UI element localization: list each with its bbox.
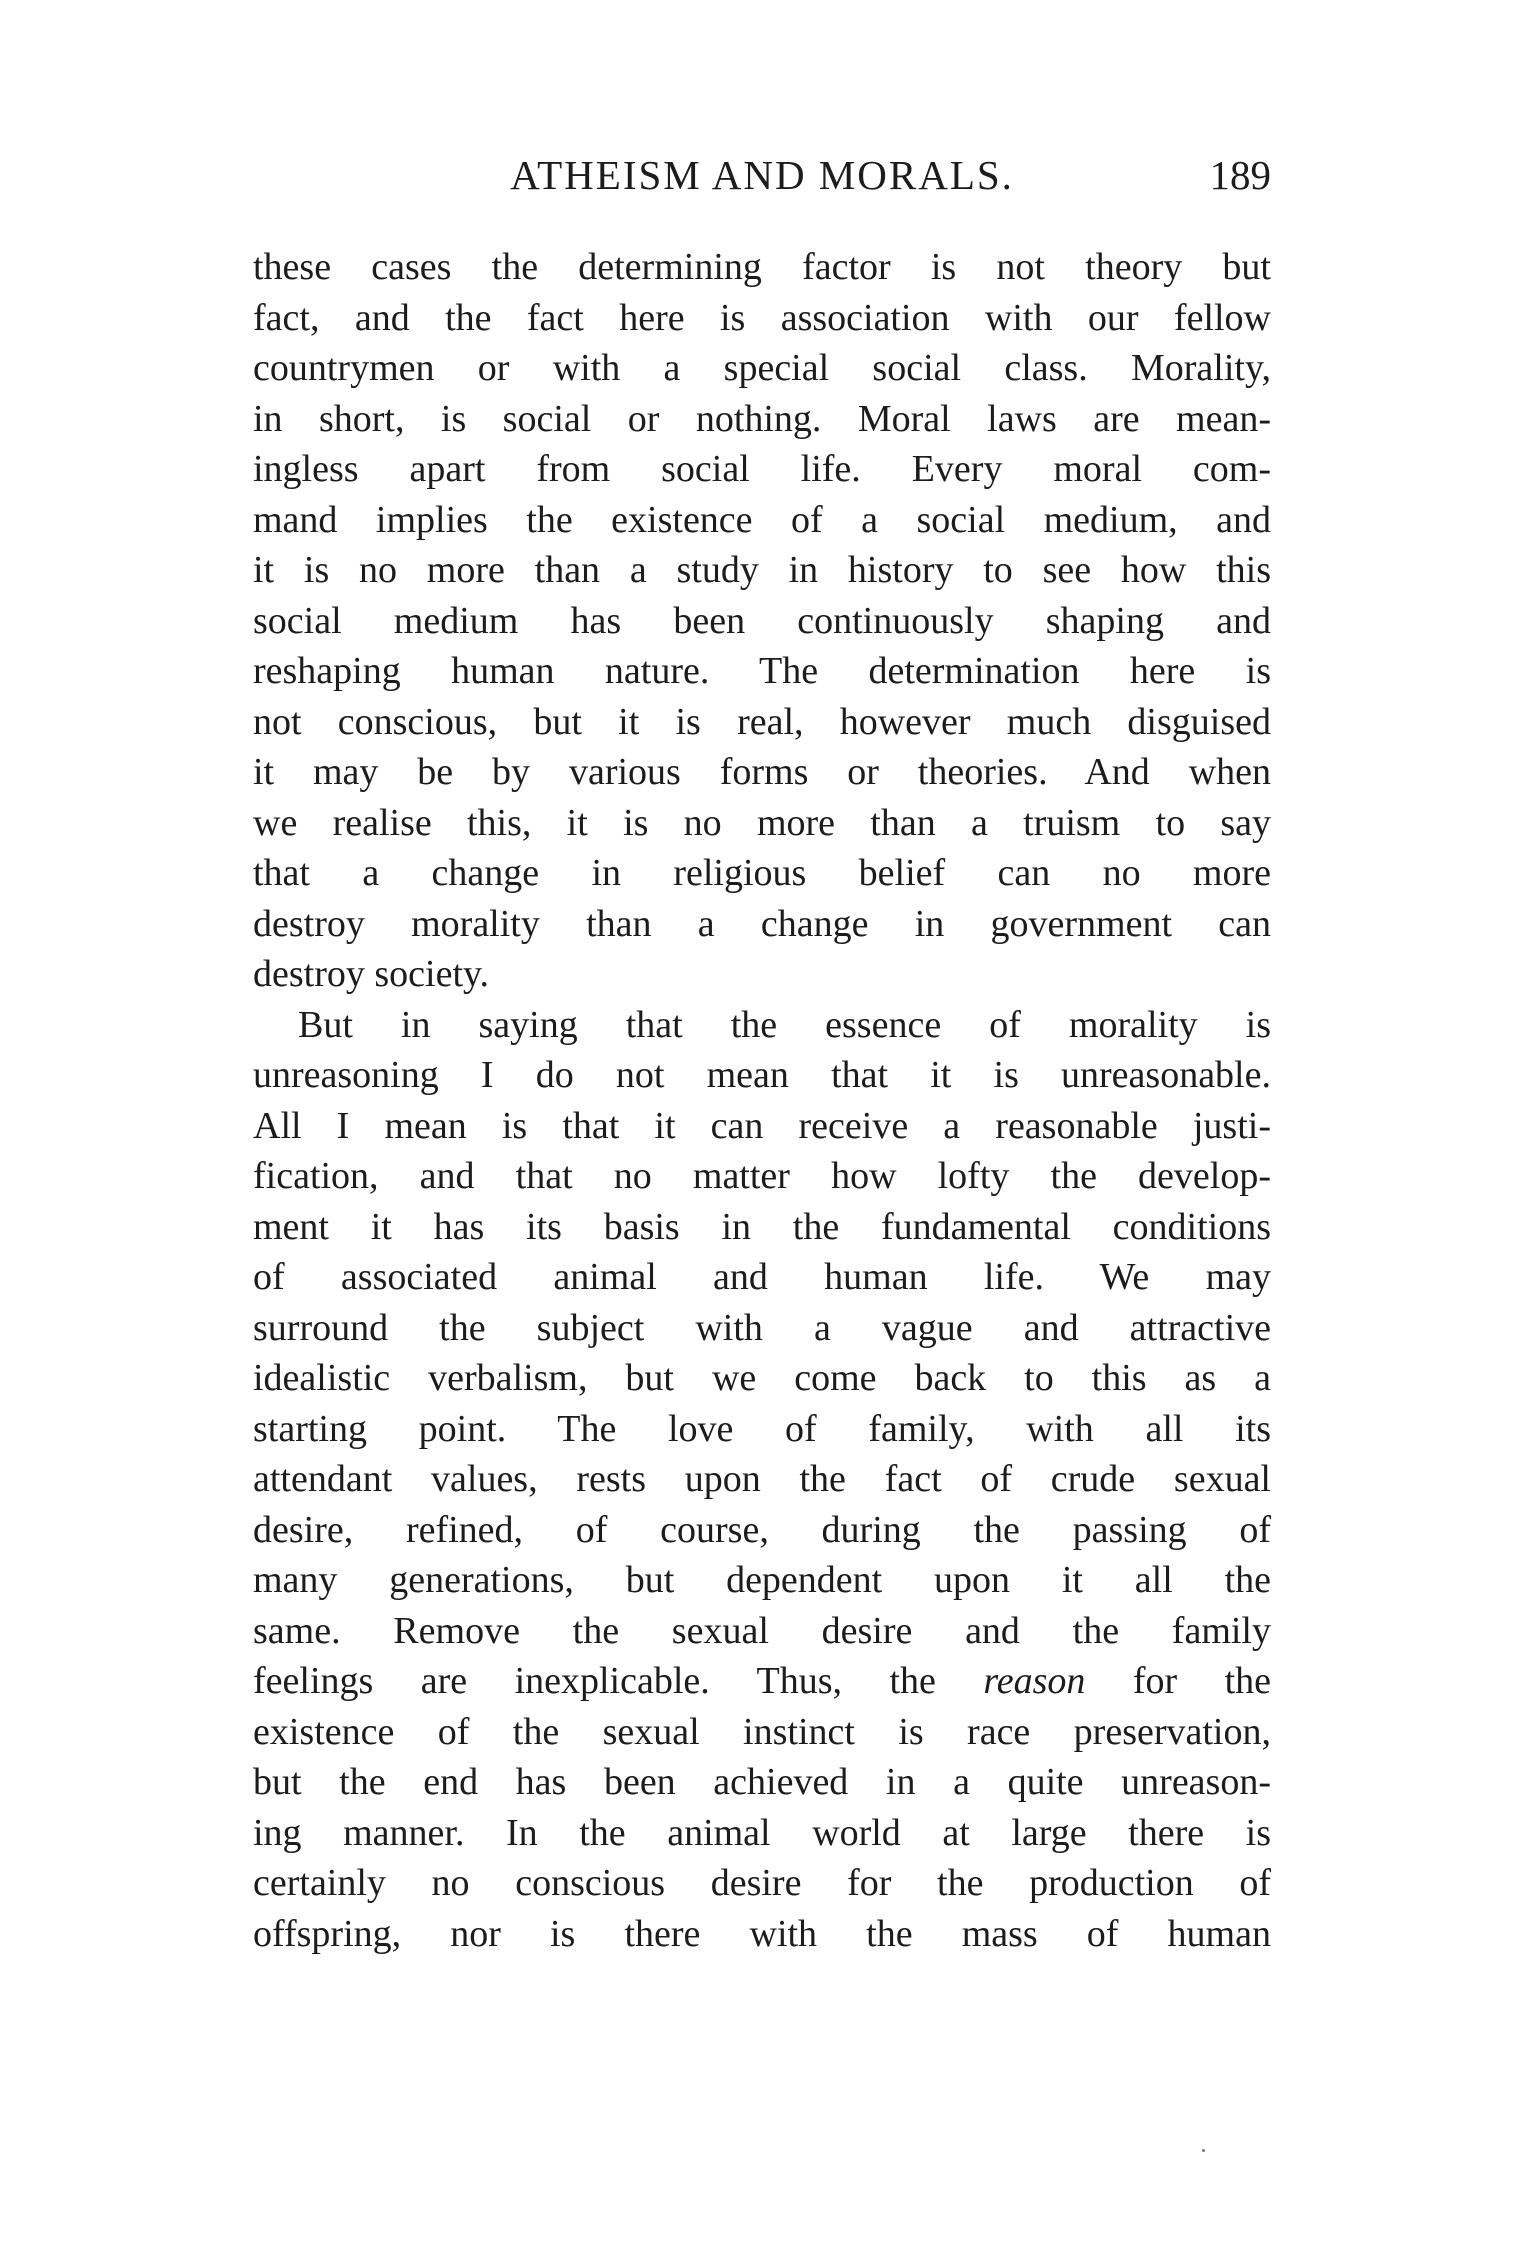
text-line: ing manner. In the animal world at large there is [253, 1811, 1271, 1854]
text-line: same. Remove the sexual desire and the family [253, 1609, 1271, 1652]
text-line: of associated animal and human life. We may [253, 1256, 1271, 1298]
text-line: starting point. The love of family, with all its [253, 1407, 1271, 1450]
text-line: mand implies the existence of a social medium, and [253, 498, 1271, 541]
text-segment: feelings are inexplicable. Thus, the [253, 1660, 936, 1702]
text-line: we realise this, it is no more than a truism to say [253, 801, 1271, 844]
running-head [253, 145, 1271, 205]
text-line: unreasoning I do not mean that it is unreasonable. [253, 1054, 1271, 1096]
text-line: countrymen or with a special social class. Morality, [253, 347, 1271, 389]
running-title: ATHEISM AND MORALS. [510, 152, 1014, 198]
text-line: these cases the determining factor is not theory but [253, 246, 1271, 288]
text-line: not conscious, but it is real, however much disguised [253, 700, 1271, 743]
text-segment: for the [1132, 1660, 1272, 1702]
text-line: All I mean is that it can receive a reasonable justi- [253, 1104, 1271, 1147]
text-line: existence of the sexual instinct is race preservation, [253, 1710, 1271, 1753]
text-line: fact, and the fact here is association with our fellow [253, 296, 1271, 339]
text-line: desire, refined, of course, during the passing of [253, 1508, 1271, 1551]
body-text [253, 242, 1271, 1959]
scan-speck [1202, 2149, 1205, 2152]
text-line: destroy society. [253, 953, 490, 995]
text-line: ingless apart from social life. Every moral com- [253, 448, 1271, 490]
text-line: in short, is social or nothing. Moral laws are mean- [253, 397, 1271, 440]
text-line: it may be by various forms or theories. And when [253, 751, 1271, 793]
text-line: fication, and that no matter how lofty the develop- [253, 1155, 1271, 1197]
text-line-with-italic [253, 1656, 1271, 1707]
text-line: certainly no conscious desire for the production of [253, 1862, 1271, 1904]
paragraph-start-line: But in saying that the essence of morality is [298, 1003, 1271, 1046]
text-line: social medium has been continuously shaping and [253, 599, 1271, 642]
text-line: idealistic verbalism, but we come back to this as a [253, 1357, 1271, 1399]
text-line: attendant values, rests upon the fact of crude sexual [253, 1458, 1271, 1500]
text-line: reshaping human nature. The determination here is [253, 650, 1271, 692]
text-line: offspring, nor is there with the mass of human [253, 1912, 1271, 1955]
text-line: that a change in religious belief can no more [253, 852, 1271, 894]
text-line: ment it has its basis in the fundamental conditions [253, 1205, 1271, 1248]
italic-word: reason [983, 1660, 1086, 1702]
text-line: it is no more than a study in history to see how this [253, 549, 1271, 591]
text-line: destroy morality than a change in government can [253, 902, 1271, 945]
text-line: surround the subject with a vague and attractive [253, 1306, 1271, 1349]
text-line: many generations, but dependent upon it all the [253, 1559, 1271, 1601]
text-line: but the end has been achieved in a quite unreason- [253, 1761, 1271, 1803]
page-number: 189 [1209, 152, 1271, 198]
